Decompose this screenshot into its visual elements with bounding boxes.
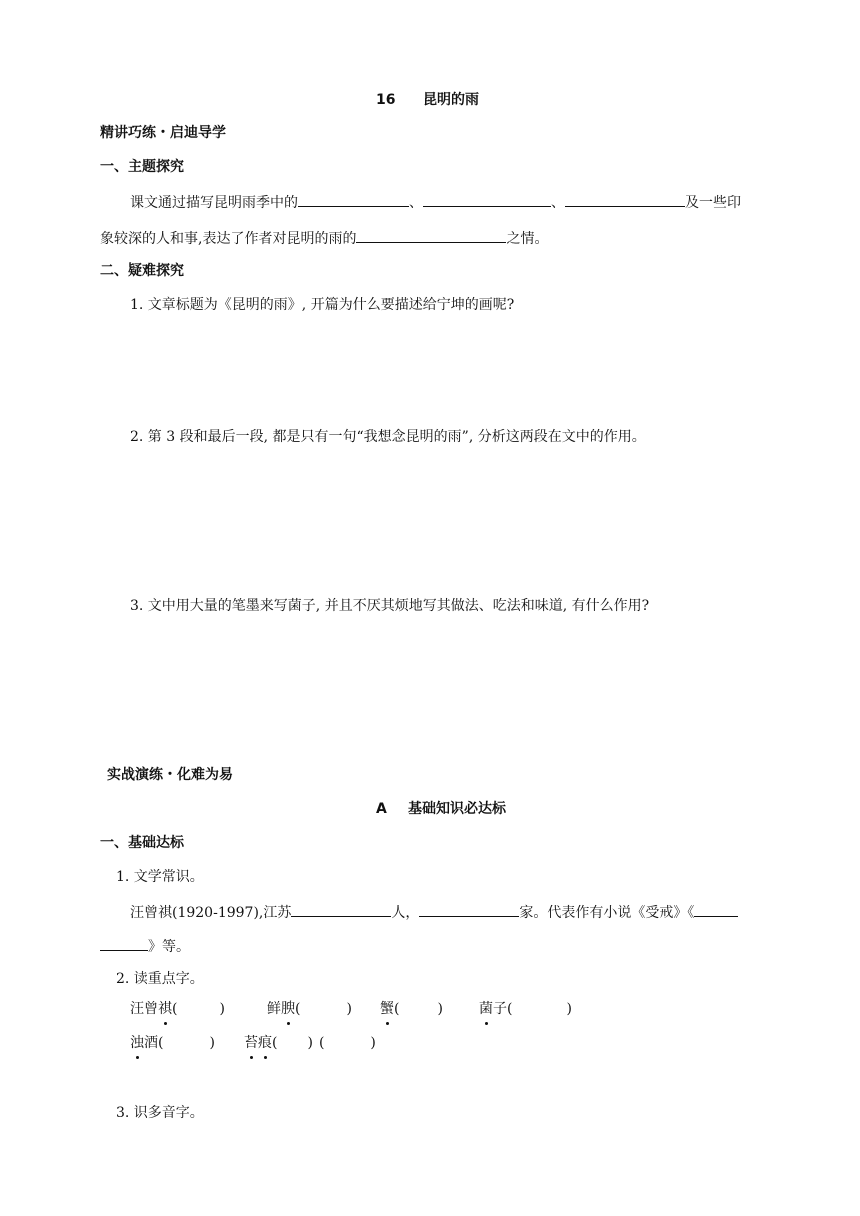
pinyin-slot[interactable]: [507, 999, 572, 1019]
question-3: 3. 文中用大量的笔墨来写菌子, 并且不厌其烦地写其做法、吃法和味道, 有什么作用?: [130, 598, 650, 614]
paren-close: ): [437, 1001, 443, 1017]
word-item: [479, 999, 572, 1019]
answer-blank-3[interactable]: [565, 191, 685, 207]
theme-text-c: 象较深的人和事,表达了作者对昆明的雨的: [100, 231, 357, 247]
emphasis-char: 浊: [130, 1035, 144, 1051]
word-item: [130, 1033, 215, 1053]
paren-close: ): [307, 1035, 313, 1051]
emphasis-char: 苔: [244, 1035, 258, 1051]
paren-open: (: [394, 1001, 400, 1017]
text-works: 家。代表作有小说《受戒》《: [519, 905, 695, 921]
theme-text-d: 之情。: [506, 231, 549, 247]
theme-text-a: 课文通过描写昆明雨季中的: [130, 195, 298, 211]
paren-close: ): [219, 1001, 225, 1017]
word-text: 汪曾: [130, 1001, 158, 1017]
page-title: 昆明的雨: [423, 92, 479, 108]
paren-open: (: [507, 1001, 513, 1017]
theme-line-2: [100, 227, 548, 249]
theme-heading: 一、主题探究: [100, 159, 184, 175]
subsection-title: 基础知识必达标: [408, 801, 506, 817]
subsection-letter: A: [376, 801, 387, 817]
answer-blank-1[interactable]: [298, 191, 409, 207]
emphasis-char: 腴: [281, 1001, 295, 1017]
pinyin-slot[interactable]: [172, 999, 228, 1019]
literature-line-1: [130, 901, 738, 923]
emphasis-char: 菌: [479, 1001, 493, 1017]
pinyin-slot[interactable]: [272, 1033, 313, 1053]
paren-close: ): [370, 1035, 376, 1051]
word-item: [380, 999, 443, 1019]
emphasis-char: 痕: [258, 1035, 272, 1051]
pinyin-slot[interactable]: [394, 999, 443, 1019]
paren-close: ): [566, 1001, 572, 1017]
difficult-heading: 二、疑难探究: [100, 263, 184, 279]
answer-blank-4[interactable]: [356, 227, 506, 243]
section-heading-2: 实战演练・化难为易: [107, 767, 233, 783]
paren-open: (: [158, 1035, 164, 1051]
answer-blank-7[interactable]: [694, 901, 738, 917]
question-2: 2. 第 3 段和最后一段, 都是只有一句“我想念昆明的雨”, 分析这两段在文中的作用。: [130, 429, 646, 445]
basic-question-3: 3. 识多音字。: [116, 1105, 204, 1121]
emphasis-char: 蟹: [380, 1001, 394, 1017]
answer-blank-6[interactable]: [419, 901, 519, 917]
theme-line-1: [130, 191, 741, 213]
text-ren: 人，: [391, 905, 420, 921]
word-text: 酒: [144, 1035, 158, 1051]
pinyin-slot[interactable]: [295, 999, 352, 1019]
basic-question-1: 1. 文学常识。: [116, 869, 204, 885]
answer-blank-7-cont[interactable]: [100, 935, 148, 951]
separator: 、: [551, 195, 565, 211]
paren-open: (: [272, 1035, 278, 1051]
paren-close: ): [346, 1001, 352, 1017]
literature-line-2: [100, 935, 190, 957]
word-text: 子: [493, 1001, 507, 1017]
section-heading: 精讲巧练・启迪导学: [100, 125, 226, 141]
emphasis-char: 祺: [158, 1001, 172, 1017]
paren-open: (: [172, 1001, 178, 1017]
answer-blank-5[interactable]: [291, 901, 391, 917]
separator: 、: [409, 195, 423, 211]
word-item: [267, 999, 352, 1019]
title-number: 16: [376, 92, 396, 108]
author-text: 汪曾祺(1920-1997),江苏: [130, 905, 292, 921]
word-item: [130, 999, 228, 1019]
basic-question-2: 2. 读重点字。: [116, 971, 204, 987]
paren-close: ): [209, 1035, 215, 1051]
paren-open: (: [295, 1001, 301, 1017]
pinyin-slot[interactable]: [319, 1033, 376, 1053]
text-end: 》等。: [148, 939, 190, 955]
answer-blank-2[interactable]: [423, 191, 551, 207]
theme-text-b: 及一些印: [685, 195, 741, 211]
basic-heading: 一、基础达标: [100, 835, 184, 851]
word-text: 鲜: [267, 1001, 281, 1017]
paren-open: (: [318, 1035, 325, 1051]
pinyin-slot[interactable]: [158, 1033, 215, 1053]
word-item: [244, 1033, 376, 1053]
question-1: 1. 文章标题为《昆明的雨》, 开篇为什么要描述给宁坤的画呢?: [130, 297, 515, 313]
